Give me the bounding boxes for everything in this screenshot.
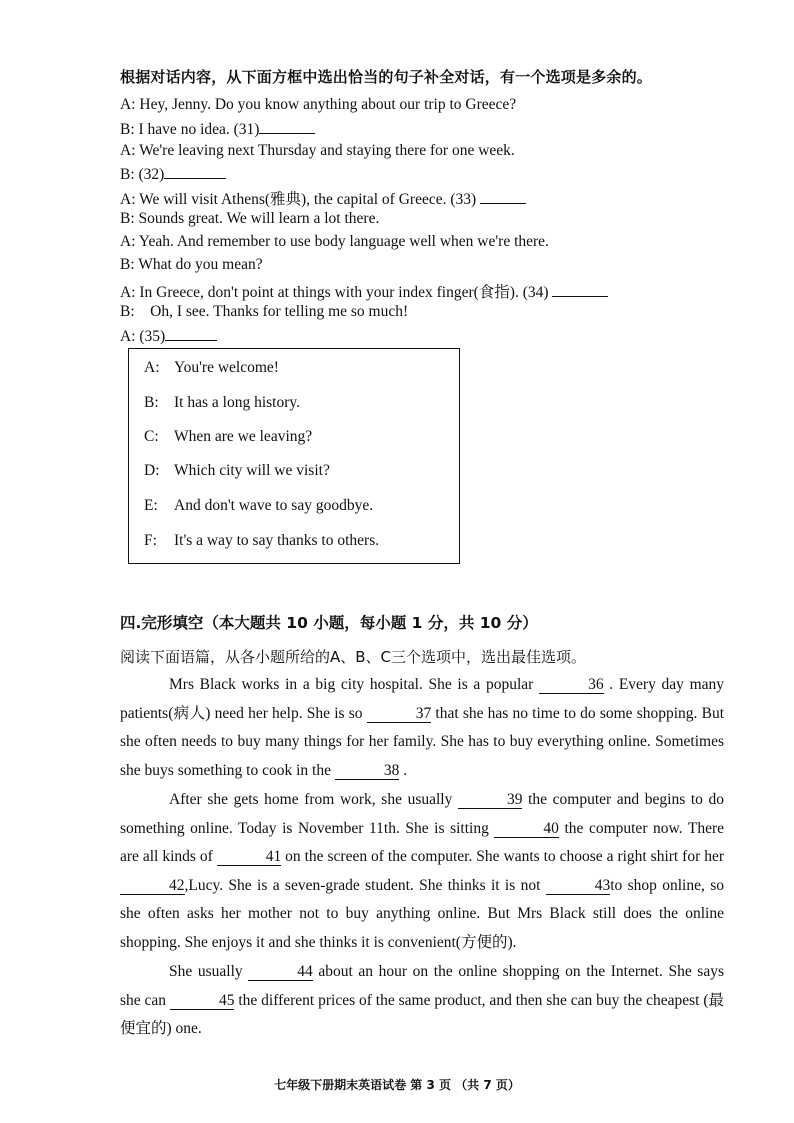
option-item: C: When are we leaving? (144, 428, 313, 445)
passage-paragraph-3: She usually 44 about an hour on the online shopping on the Internet. She says she can 45 the different prices of the same product, and then she can buy the cheapest (最便宜的) one. (120, 963, 725, 1038)
answer-blank-32[interactable] (164, 164, 226, 179)
cloze-blank-43[interactable]: 43 (546, 878, 611, 895)
dialogue-line: A: In Greece, don't point at things with your index finger(食指). (34) (120, 280, 608, 302)
option-item: E: And don't wave to say goodbye. (144, 497, 374, 514)
section-title: 四.完形填空（本大题共 10 小题，每小题 1 分，共 10 分） (120, 614, 538, 632)
option-item: A: You're welcome! (144, 359, 279, 376)
passage-paragraph-2: After she gets home from work, she usually 39 the computer and begins to do something online. Today is November 11th. She is sitting 40 the computer now. There are all kinds of 41 on the screen of the computer. She wants to choose a right shirt for her 42,Lucy. She is a seven-grade student. She thinks it is not 43to shop online, so she often asks her mother not to buy anything online. But Mrs Black still does the online shopping. She enjoys it and she thinks it is convenient(方便的). (120, 791, 725, 951)
dialogue-line: A: We're leaving next Thursday and staying there for one week. (120, 142, 515, 159)
dialogue-line: A: We will visit Athens(雅典), the capital of Greece. (33) (120, 187, 526, 209)
page-footer: 七年级下册期末英语试卷 第 3 页 （共 7 页） (274, 1078, 520, 1092)
cloze-blank-40[interactable]: 40 (494, 821, 559, 838)
option-item: F: It's a way to say thanks to others. (144, 532, 380, 549)
cloze-blank-36[interactable]: 36 (539, 677, 604, 694)
cloze-blank-38[interactable]: 38 (335, 763, 400, 780)
cloze-blank-45[interactable]: 45 (170, 993, 235, 1010)
dialogue-line: B: What do you mean? (120, 256, 263, 273)
dialogue-line: A: Yeah. And remember to use body language well when we're there. (120, 233, 549, 250)
cloze-blank-44[interactable]: 44 (248, 964, 313, 981)
dialogue-line: B: Sounds great. We will learn a lot there. (120, 210, 380, 227)
answer-blank-34[interactable] (552, 282, 608, 297)
options-box (128, 348, 460, 564)
cloze-blank-42[interactable]: 42 (120, 878, 185, 895)
dialogue-line: B: Oh, I see. Thanks for telling me so much! (120, 303, 409, 320)
cloze-blank-39[interactable]: 39 (458, 792, 523, 809)
dialogue-instruction: 根据对话内容，从下面方框中选出恰当的句子补全对话，有一个选项是多余的。 (120, 68, 653, 86)
answer-blank-33[interactable] (480, 189, 526, 204)
passage-paragraph-1: Mrs Black works in a big city hospital. She is a popular 36 . Every day many patients(病人) need her help. She is so 37 that she has no time to do some shopping. But she often needs to buy many things for her family. She has to buy everything online. Sometimes she buys something to cook in the 38 . (120, 676, 725, 779)
dialogue-line: B: (32) (120, 164, 226, 184)
dialogue-line: A: Hey, Jenny. Do you know anything about our trip to Greece? (120, 96, 517, 113)
answer-blank-31[interactable] (259, 119, 315, 134)
dialogue-line: A: (35) (120, 326, 217, 346)
dialogue-line: B: I have no idea. (31) (120, 119, 315, 139)
cloze-blank-41[interactable]: 41 (217, 849, 282, 866)
answer-blank-35[interactable] (165, 326, 217, 341)
option-item: D: Which city will we visit? (144, 462, 330, 479)
section-instruction: 阅读下面语篇，从各小题所给的A、B、C三个选项中，选出最佳选项。 (120, 648, 587, 666)
cloze-blank-37[interactable]: 37 (367, 706, 432, 723)
option-item: B: It has a long history. (144, 394, 300, 411)
